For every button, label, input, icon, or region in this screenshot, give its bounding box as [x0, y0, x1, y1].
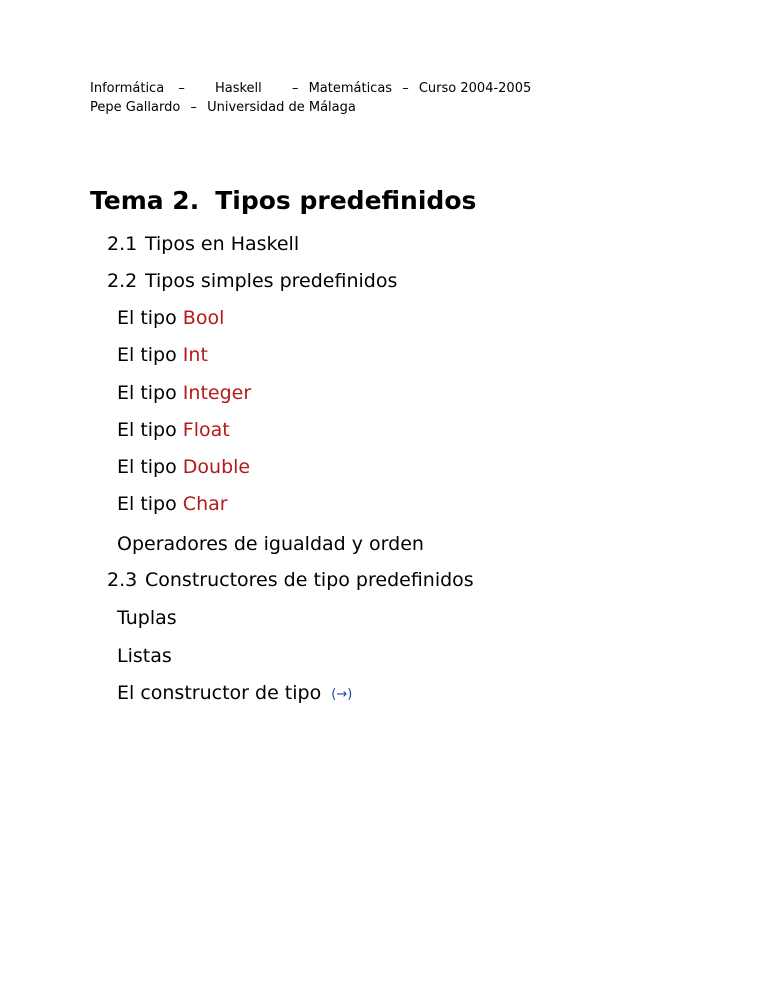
toc-item-double[interactable] [117, 454, 250, 480]
item-prefix: El tipo [117, 307, 177, 329]
item-label: Tuplas [117, 607, 177, 629]
toc-item-integer[interactable] [117, 380, 251, 406]
toc-item-tuplas[interactable] [117, 605, 177, 631]
header-separator: – [402, 81, 409, 96]
type-name: Int [182, 344, 208, 366]
item-label: Listas [117, 645, 172, 667]
section-number: 2.1 [107, 233, 138, 255]
item-prefix: El tipo [117, 493, 177, 515]
item-prefix: El constructor de tipo [117, 682, 322, 704]
section-label: Constructores de tipo predefinidos [145, 569, 474, 591]
item-prefix: El tipo [117, 456, 177, 478]
toc-section-2-2[interactable] [107, 268, 397, 294]
toc-item-listas[interactable] [117, 643, 172, 669]
header-degree: Matemáticas [308, 81, 393, 96]
title-number: Tema 2. [90, 186, 200, 215]
header-course: Informática [90, 81, 165, 96]
arrow-symbol: (→) [331, 687, 353, 702]
header-university: Universidad de Málaga [207, 100, 356, 115]
header-author: Pepe Gallardo [90, 100, 181, 115]
section-number: 2.3 [107, 569, 138, 591]
header-separator: – [291, 81, 299, 96]
header-separator: – [190, 100, 197, 115]
item-label: Operadores de igualdad y orden [117, 533, 424, 555]
toc-item-float[interactable] [117, 417, 230, 443]
section-label: Tipos en Haskell [145, 233, 300, 255]
type-name: Double [182, 456, 251, 478]
type-name: Bool [182, 307, 225, 329]
item-prefix: El tipo [117, 344, 177, 366]
header-separator: – [178, 81, 185, 96]
type-name: Float [182, 419, 230, 441]
toc-section-2-1[interactable] [107, 231, 299, 257]
section-number: 2.2 [107, 270, 138, 292]
type-name: Integer [182, 382, 252, 404]
item-prefix: El tipo [117, 419, 177, 441]
toc-item-arrow-constructor[interactable] [117, 680, 352, 708]
header-language: Haskell [214, 81, 262, 96]
item-prefix: El tipo [117, 382, 177, 404]
type-name: Char [182, 493, 228, 515]
toc-item-char[interactable] [117, 491, 228, 517]
header-year: Curso 2004-2005 [418, 81, 532, 96]
title-text: Tipos predefinidos [215, 186, 477, 215]
section-label: Tipos simples predefinidos [145, 270, 398, 292]
toc-item-bool[interactable] [117, 305, 224, 331]
toc-item-operators[interactable] [117, 531, 424, 557]
toc-section-2-3[interactable] [107, 567, 474, 593]
toc-item-int[interactable] [117, 342, 208, 368]
